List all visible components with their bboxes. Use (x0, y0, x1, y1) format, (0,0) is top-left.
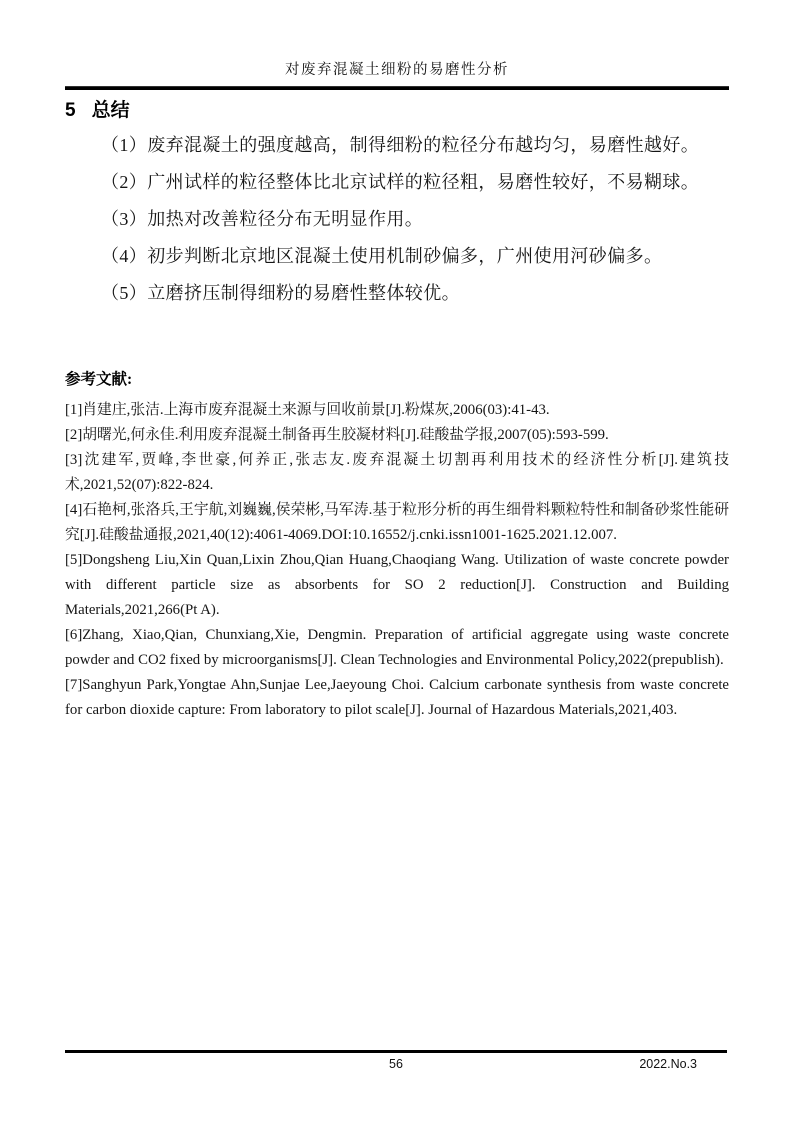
references-heading: 参考文献: (65, 371, 133, 388)
reference-item: [7]Sanghyun Park,Yongtae Ahn,Sunjae Lee,Jaeyoung Choi. Calcium carbonate synthesis from waste concrete for carbon dioxide capture: From laboratory to pilot scale[J]. Journal of Hazardous Materials,2021,403. (65, 677, 729, 718)
page-footer (65, 1050, 727, 1072)
section-title: 总结 (91, 100, 130, 121)
reference-item: [3]沈建军,贾峰,李世豪,何养正,张志友.废弃混凝土切割再利用技术的经济性分析[J].建筑技术,2021,52(07):822-824. (65, 452, 729, 493)
reference-item: [2]胡曙光,何永佳.利用废弃混凝土制备再生胶凝材料[J].硅酸盐学报,2007(05):593-599. (65, 427, 609, 443)
summary-item: （2）广州试样的粒径整体比北京试样的粒径粗，易磨性较好，不易糊球。 (101, 172, 700, 192)
section-heading (65, 99, 729, 122)
page-number: 56 (389, 1057, 403, 1071)
references-list (65, 398, 729, 723)
issue-label: 2022.No.3 (639, 1057, 697, 1071)
reference-item: [1]肖建庄,张洁.上海市废弃混凝土来源与回收前景[J].粉煤灰,2006(03):41-43. (65, 402, 550, 418)
section-number: 5 (65, 100, 76, 121)
reference-item: [6]Zhang, Xiao,Qian, Chunxiang,Xie, Dengmin. Preparation of artificial aggregate using waste concrete powder and CO2 fixed by microorganisms[J]. Clean Technologies and Environmental Policy,2022(prepublish). (65, 627, 729, 668)
summary-item: （5）立磨挤压制得细粉的易磨性整体较优。 (101, 283, 460, 303)
reference-item: [4]石艳柯,张洛兵,王宇航,刘巍巍,侯荣彬,马军涛.基于粒形分析的再生细骨料颗粒特性和制备砂浆性能研究[J].硅酸盐通报,2021,40(12):4061-4069.DOI:10.16552/j.cnki.issn1001-1625.2021.12.007. (65, 502, 729, 543)
reference-item: [5]Dongsheng Liu,Xin Quan,Lixin Zhou,Qian Huang,Chaoqiang Wang. Utilization of waste concrete powder with different particle size as absorbents for SO 2 reduction[J]. Construction and Building Materials,2021,266(Pt A). (65, 552, 729, 618)
summary-item: （4）初步判断北京地区混凝土使用机制砂偏多，广州使用河砂偏多。 (101, 246, 663, 266)
running-header-title: 对废弃混凝土细粉的易磨性分析 (285, 62, 509, 78)
summary-item: （1）废弃混凝土的强度越高，制得细粉的粒径分布越均匀，易磨性越好。 (101, 135, 700, 155)
summary-item: （3）加热对改善粒径分布无明显作用。 (101, 209, 424, 229)
header-rule (65, 86, 729, 90)
summary-list (65, 135, 729, 304)
